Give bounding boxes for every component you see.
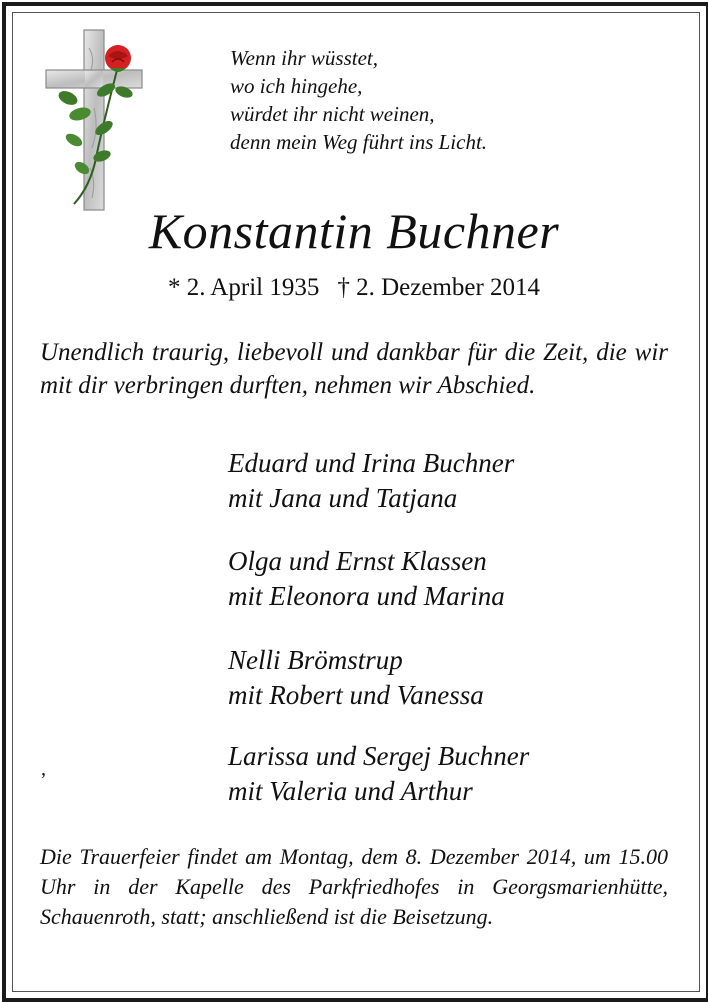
family-group: [228, 544, 668, 614]
family-line: mit Robert und Vanessa: [228, 680, 484, 710]
life-dates: [0, 270, 708, 306]
family-line: Eduard und Irina Buchner: [228, 448, 515, 478]
funeral-service-notice: Die Trauerfeier findet am Montag, dem 8. Dezember 2014, um 15.00 Uhr in der Kapelle des Parkfriedhofes in Georgsmarienhütte, Schauenroth, statt; anschließend ist die Beisetzung.: [40, 844, 668, 929]
family-line: mit Eleonora und Marina: [228, 581, 505, 611]
poem-line: denn mein Weg führt ins Licht.: [230, 130, 488, 154]
family-line: Nelli Brömstrup: [228, 645, 403, 675]
farewell-text: Unendlich traurig, liebevoll und dankbar für die Zeit, die wir mit dir verbringen durften, nehmen wir Abschied.: [40, 339, 668, 399]
family-line: mit Jana und Tatjana: [228, 483, 458, 513]
poem: [230, 44, 487, 156]
deceased-name: Konstantin Buchner: [148, 203, 560, 259]
birth-date: * 2. April 1935: [167, 274, 320, 301]
poem-line: wo ich hingehe,: [230, 74, 363, 98]
family-group: [228, 739, 668, 809]
family-group: [228, 446, 668, 516]
family-line: Larissa und Sergej Buchner: [228, 741, 530, 771]
poem-line: würdet ihr nicht weinen,: [230, 102, 435, 126]
family-line: Olga und Ernst Klassen: [228, 546, 487, 576]
family-line: mit Valeria und Arthur: [228, 776, 473, 806]
family-group: [228, 643, 668, 713]
stray-mark: ’: [40, 769, 47, 791]
death-date: † 2. Dezember 2014: [337, 274, 541, 301]
cross-with-rose-icon: [44, 28, 144, 214]
poem-line: Wenn ihr wüsstet,: [230, 46, 378, 70]
